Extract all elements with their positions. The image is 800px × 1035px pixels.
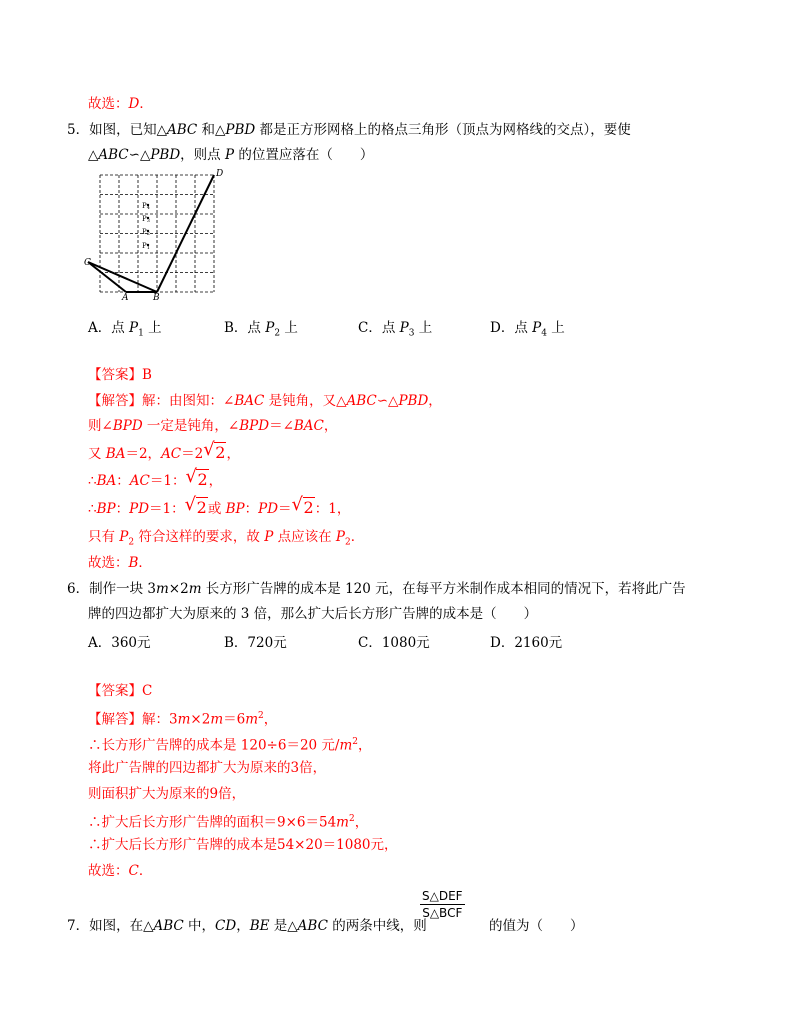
q6-option-a: A．360元: [88, 635, 151, 651]
q6-option-b: B．720元: [224, 635, 287, 651]
q6-option-d: D．2160元: [490, 635, 563, 651]
q6-solution-1: 【解答】解：$3m\times 2m=6m^2$，: [88, 711, 278, 728]
q5-solution-4: ∴BA：AC＝1： √ 2，: [88, 466, 223, 489]
q5-solution-5: ∴BP：PD＝1： √ 2或 BP：PD＝ √ 2：1，: [88, 494, 351, 517]
q5-line2: △ABC∽△PBD，则点 P 的位置应落在（ ）: [88, 147, 374, 163]
q5-solution-1: 【解答】解：由图知：∠BAC 是钝角，又△ABC∽△PBD，: [88, 393, 442, 409]
q6-solution-5: ∴扩大后长方形广告牌的面积$=9\times 6=54m^2$，: [88, 814, 369, 831]
q6-solution-4: 则面积扩大为原来的9倍，: [88, 786, 246, 802]
q5-solution-6: 只有 $P_2$ 符合这样的要求，故 P 点应该在 $P_2$．: [88, 529, 365, 548]
q6-line1: 6．制作一块 3m×2m 长方形广告牌的成本是 120 元，在每平方米制作成本相同的情况下，若将此广告: [67, 581, 686, 597]
label-p1: P1: [142, 242, 150, 251]
q6-solution-7: 故选：C．: [88, 863, 153, 879]
label-p2: P2: [142, 228, 150, 237]
q5-option-d: D．点 $P_4$ 上: [490, 320, 565, 339]
label-p3: P3: [142, 215, 150, 224]
q5-solution-7: 故选：B．: [88, 555, 152, 571]
q5-solution-2: 则∠BPD 一定是钝角，∠BPD＝∠BAC，: [88, 418, 338, 434]
q6-solution-3: 将此广告牌的四边都扩大为原来的3倍，: [88, 760, 327, 776]
q5-answer: 【答案】B: [88, 367, 152, 383]
q7-fraction: [420, 889, 465, 920]
label-a: A: [122, 293, 129, 303]
q5-option-a: A．点 $P_1$ 上: [88, 320, 162, 339]
label-b: B: [153, 293, 160, 303]
q7-frac-numerator: S△DEF: [422, 889, 463, 903]
q6-option-c: C．1080元: [358, 635, 430, 651]
q6-line2: 牌的四边都扩大为原来的 3 倍，那么扩大后长方形广告牌的成本是（ ）: [88, 606, 538, 622]
q6-solution-2: ∴长方形广告牌的成本是 120÷6＝20 元$/m^2$，: [88, 737, 372, 754]
label-c: C: [84, 258, 91, 268]
q7-text-after: 的值为（ ）: [489, 918, 584, 934]
q5-option-b: B．点 $P_2$ 上: [224, 320, 298, 339]
q7-text-before: 7．如图，在△ABC 中，CD，BE 是△ABC 的两条中线，则: [67, 918, 427, 934]
label-d: D: [216, 169, 224, 179]
label-p4: P4: [142, 202, 150, 211]
q5-line1: 5．如图，已知△ABC 和△PBD 都是正方形网格上的格点三角形（顶点为网格线的交点），要使: [67, 122, 631, 138]
q5-figure: [84, 165, 234, 305]
q6-answer: 【答案】C: [88, 683, 153, 699]
q7-frac-denominator: S△BCF: [422, 906, 463, 920]
q5-option-c: C．点 $P_3$ 上: [358, 320, 433, 339]
q6-solution-6: ∴扩大后长方形广告牌的成本是54×20＝1080元，: [88, 837, 398, 853]
previous-conclusion: 故选：D．: [88, 96, 153, 112]
q5-solution-3: 又 BA＝2，AC＝2 √ 2，: [88, 439, 240, 462]
